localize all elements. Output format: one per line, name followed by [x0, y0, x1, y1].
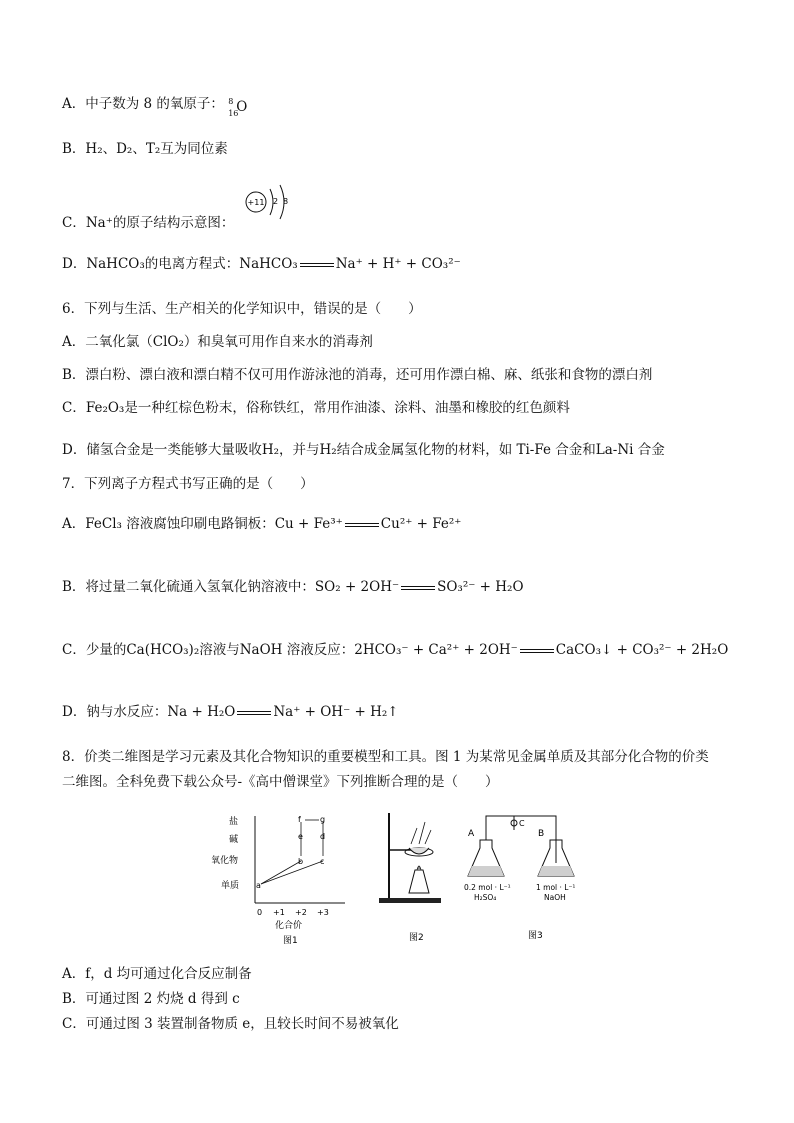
x-tick-0: 0 [257, 908, 263, 917]
q5-option-d [62, 255, 461, 273]
atomic-number: 16 [228, 108, 239, 118]
nuclide-symbol [228, 96, 248, 118]
shell-2-count: 8 [283, 197, 289, 206]
x-tick-2: +2 [295, 908, 307, 917]
q7-option-a [62, 515, 461, 533]
figure-2-caption: 图2 [409, 933, 424, 943]
q8-option-a: A．f，d 均可通过化合反应制备 [62, 966, 252, 982]
x-tick-1: +1 [273, 908, 285, 917]
flask-label-a: A [468, 829, 475, 839]
equals-sign [401, 586, 435, 590]
q7-option-b [62, 578, 524, 596]
point-g: g [320, 815, 326, 824]
atomic-structure-diagram [243, 180, 303, 230]
q7-stem: 7．下列离子方程式书写正确的是（ ） [62, 476, 314, 492]
q7-option-a-left: A．FeCl₃ 溶液腐蚀印刷电路铜板：Cu + Fe³⁺ [62, 516, 343, 532]
q7-option-d-left: D．钠与水反应：Na + H₂O [62, 704, 236, 720]
reagent-a-name: H₂SO₄ [474, 893, 497, 902]
y-label-oxide: 氧化物 [211, 856, 239, 866]
reagent-b-concentration: 1 mol · L⁻¹ [536, 883, 576, 892]
y-label-element: 单质 [221, 881, 240, 891]
shell-1-count: 2 [273, 197, 279, 206]
q7-option-b-right: SO₃²⁻ + H₂O [437, 579, 524, 595]
figure-3-flask-apparatus [462, 808, 592, 948]
x-tick-3: +3 [317, 908, 329, 917]
q7-option-a-right: Cu²⁺ + Fe²⁺ [380, 516, 462, 532]
q7-option-d [62, 703, 399, 721]
q6-option-b: B．漂白粉、漂白液和漂白精不仅可用作游泳池的消毒，还可用作漂白棉、麻、纸张和食物的漂白剂 [62, 367, 653, 383]
equals-sign [345, 523, 379, 527]
q5-option-a [62, 95, 248, 118]
point-c: c [320, 857, 325, 866]
q7-option-c-right: CaCO₃↓ + CO₃²⁻ + 2H₂O [555, 642, 729, 658]
q7-option-b-left: B．将过量二氧化硫通入氢氧化钠溶液中：SO₂ + 2OH⁻ [62, 579, 400, 595]
nucleus-charge: +11 [247, 198, 265, 207]
q5-option-b: B．H₂、D₂、T₂互为同位素 [62, 141, 228, 157]
q7-option-d-right: Na⁺ + OH⁻ + H₂↑ [273, 704, 399, 720]
q5-option-a-text: A．中子数为 8 的氧原子： [62, 96, 224, 112]
q6-option-d: D．储氢合金是一类能够大量吸收H₂，并与H₂结合成金属氢化物的材料，如 Ti-Fe 合金和La-Ni 合金 [62, 442, 665, 458]
q6-option-a: A．二氧化氯（ClO₂）和臭氧可用作自来水的消毒剂 [62, 334, 373, 350]
y-label-salt: 盐 [229, 817, 239, 827]
x-axis-label: 化合价 [275, 921, 303, 931]
figure-1-valence-diagram [205, 808, 355, 948]
q8-stem-line2: 二维图。全科免费下载公众号-《高中僧课堂》下列推断合理的是（ ） [62, 774, 499, 790]
figure-2-heating-apparatus [375, 808, 450, 948]
q6-stem: 6．下列与生活、生产相关的化学知识中，错误的是（ ） [62, 301, 422, 317]
figure-3-caption: 图3 [528, 931, 543, 941]
q7-option-c [62, 641, 728, 659]
point-a: a [256, 881, 261, 890]
equals-sign [300, 263, 334, 267]
flask-label-b: B [538, 829, 545, 839]
q7-option-c-left: C．少量的Ca(HCO₃)₂溶液与NaOH 溶液反应：2HCO₃⁻ + Ca²⁺ + 2OH⁻ [62, 642, 518, 658]
point-d: d [320, 832, 326, 841]
valve-label-c: C [519, 819, 525, 828]
q5-option-c: C．Na⁺的原子结构示意图： [62, 215, 235, 231]
y-label-base: 碱 [229, 835, 239, 845]
mass-number: 8 [228, 96, 234, 106]
q5-option-d-left: D．NaHCO₃的电离方程式：NaHCO₃ [62, 256, 298, 272]
equals-sign [520, 649, 554, 653]
q5-option-d-right: Na⁺ + H⁺ + CO₃²⁻ [335, 256, 461, 272]
reagent-b-name: NaOH [544, 893, 566, 902]
element-symbol: O [236, 98, 248, 115]
q6-option-c: C．Fe₂O₃是一种红棕色粉末，俗称铁红，常用作油漆、涂料、油墨和橡胶的红色颜料 [62, 400, 570, 416]
reagent-a-concentration: 0.2 mol · L⁻¹ [464, 883, 511, 892]
figure-1-caption: 图1 [283, 936, 298, 946]
point-b: b [298, 857, 304, 866]
equals-sign [237, 711, 271, 715]
q8-stem-line1: 8．价类二维图是学习元素及其化合物知识的重要模型和工具。图 1 为某常见金属单质及其部分化合物的价类 [62, 749, 709, 765]
q8-option-c: C．可通过图 3 装置制备物质 e，且较长时间不易被氧化 [62, 1016, 399, 1032]
point-f: f [298, 815, 301, 824]
point-e: e [298, 832, 303, 841]
q8-option-b: B．可通过图 2 灼烧 d 得到 c [62, 991, 240, 1007]
